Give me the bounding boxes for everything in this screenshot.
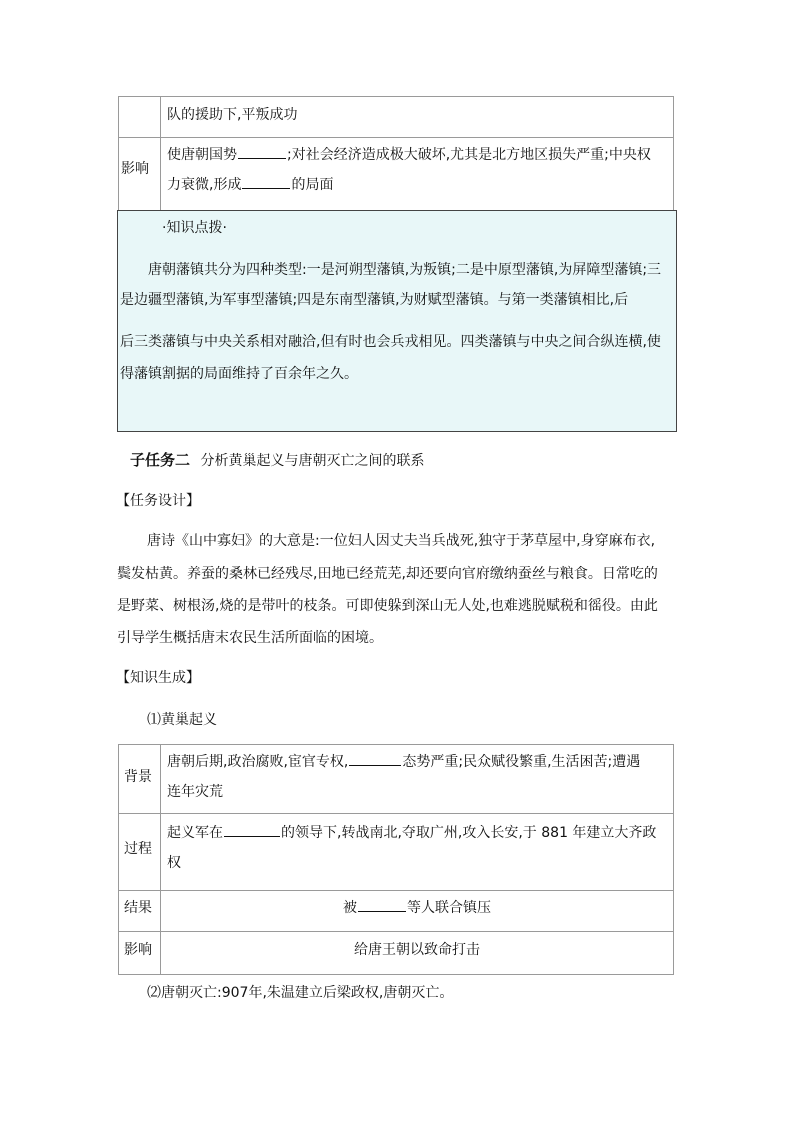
table2-result-line bbox=[161, 894, 673, 922]
table2-proc-label: 过程 bbox=[124, 841, 152, 857]
table2-bg-line1 bbox=[167, 748, 640, 776]
fill-blank[interactable] bbox=[349, 751, 401, 766]
table2-bg-label-cell bbox=[118, 744, 160, 814]
table1-row1-line1 bbox=[167, 141, 651, 169]
table2-result-content-cell bbox=[160, 890, 674, 932]
table1-row1-label-cell bbox=[118, 137, 160, 211]
table2-bg-label: 背景 bbox=[124, 769, 152, 785]
table1-row1-line2-a: 力衰微,形成 bbox=[167, 177, 242, 193]
table2-bg-content-cell bbox=[160, 744, 674, 814]
tip-title: ·知识点拨· bbox=[162, 220, 227, 236]
fill-blank[interactable] bbox=[242, 174, 290, 189]
table2-proc-line2: 权 bbox=[167, 855, 181, 871]
table1-row1-line1-b: ;对社会经济造成极大破坏,尤其是北方地区损失严重;中央权 bbox=[287, 147, 651, 163]
subtask-heading bbox=[130, 448, 424, 473]
table2-proc-line1-a: 起义军在 bbox=[167, 825, 223, 841]
table2-bg-line1-b: 态势严重;民众赋役繁重,生活困苦;遭遇 bbox=[402, 754, 641, 770]
design-line-1: 唐诗《山中寡妇》的大意是:一位妇人因丈夫当兵战死,独守于茅草屋中,身穿麻布衣, bbox=[147, 533, 656, 549]
section-heading-design: 【任务设计】 bbox=[116, 493, 200, 509]
table1-row1-content-cell bbox=[160, 137, 674, 211]
table1-row0-content-cell bbox=[160, 96, 674, 138]
table2-result-label: 结果 bbox=[124, 900, 152, 916]
table2-proc-line1 bbox=[167, 819, 656, 847]
table2-result-b: 等人联合镇压 bbox=[407, 900, 491, 916]
table2-impact-text: 给唐王朝以致命打击 bbox=[354, 942, 480, 958]
tip-line-1: 唐朝藩镇共分为四种类型:一是河朔型藩镇,为叛镇;二是中原型藩镇,为屏障型藩镇;三 bbox=[148, 262, 662, 278]
table2-result-a: 被 bbox=[343, 900, 357, 916]
table2-result-label-cell bbox=[118, 890, 160, 932]
design-line-3: 是野菜、树根汤,烧的是带叶的枝条。可即使躲到深山无人处,也难逃脱赋税和徭役。由此 bbox=[117, 598, 658, 614]
knowledge-tip-box bbox=[117, 210, 677, 432]
table1-row1-line1-a: 使唐朝国势 bbox=[167, 147, 237, 163]
tip-line-4: 得藩镇割据的局面维持了百余年之久。 bbox=[120, 366, 358, 382]
table1-row1-label: 影响 bbox=[121, 161, 149, 177]
table1-row0-label-cell bbox=[118, 96, 160, 138]
fill-blank[interactable] bbox=[358, 897, 406, 912]
table2-proc-label-cell bbox=[118, 813, 160, 891]
section-heading-knowledge: 【知识生成】 bbox=[116, 670, 200, 686]
fill-blank[interactable] bbox=[224, 822, 280, 837]
tip-line-2: 是边疆型藩镇,为军事型藩镇;四是东南型藩镇,为财赋型藩镇。与第一类藩镇相比,后 bbox=[120, 292, 629, 308]
tip-line-3: 后三类藩镇与中央关系相对融洽,但有时也会兵戎相见。四类藩镇与中央之间合纵连横,使 bbox=[120, 334, 661, 350]
table2-impact-content-cell bbox=[160, 931, 674, 975]
subtask-label: 子任务二 bbox=[130, 451, 191, 469]
table2-bg-line1-a: 唐朝后期,政治腐败,宦官专权, bbox=[167, 754, 349, 770]
design-line-4: 引导学生概括唐末农民生活所面临的困境。 bbox=[117, 630, 383, 646]
table2-impact-label-cell bbox=[118, 931, 160, 975]
table2-proc-content-cell bbox=[160, 813, 674, 891]
subtask-title: 分析黄巢起义与唐朝灭亡之间的联系 bbox=[200, 453, 425, 469]
knowledge-item-2: ⑵唐朝灭亡:907年,朱温建立后梁政权,唐朝灭亡。 bbox=[147, 985, 454, 1001]
table2-proc-line1-b: 的领导下,转战南北,夺取广州,攻入长安,于 881 年建立大齐政 bbox=[281, 825, 657, 841]
table1-row0-text: 队的援助下,平叛成功 bbox=[167, 107, 298, 123]
table1-row1-line2-b: 的局面 bbox=[291, 177, 334, 193]
design-line-2: 鬓发枯黄。养蚕的桑林已经残尽,田地已经荒芜,却还要向官府缴纳蚕丝与粮食。日常吃的 bbox=[117, 566, 658, 582]
table2-bg-line2: 连年灾荒 bbox=[167, 784, 223, 800]
table2-impact-label: 影响 bbox=[124, 942, 152, 958]
table1-row1-line2 bbox=[167, 171, 333, 199]
fill-blank[interactable] bbox=[238, 144, 286, 159]
knowledge-item-1: ⑴黄巢起义 bbox=[147, 712, 217, 728]
